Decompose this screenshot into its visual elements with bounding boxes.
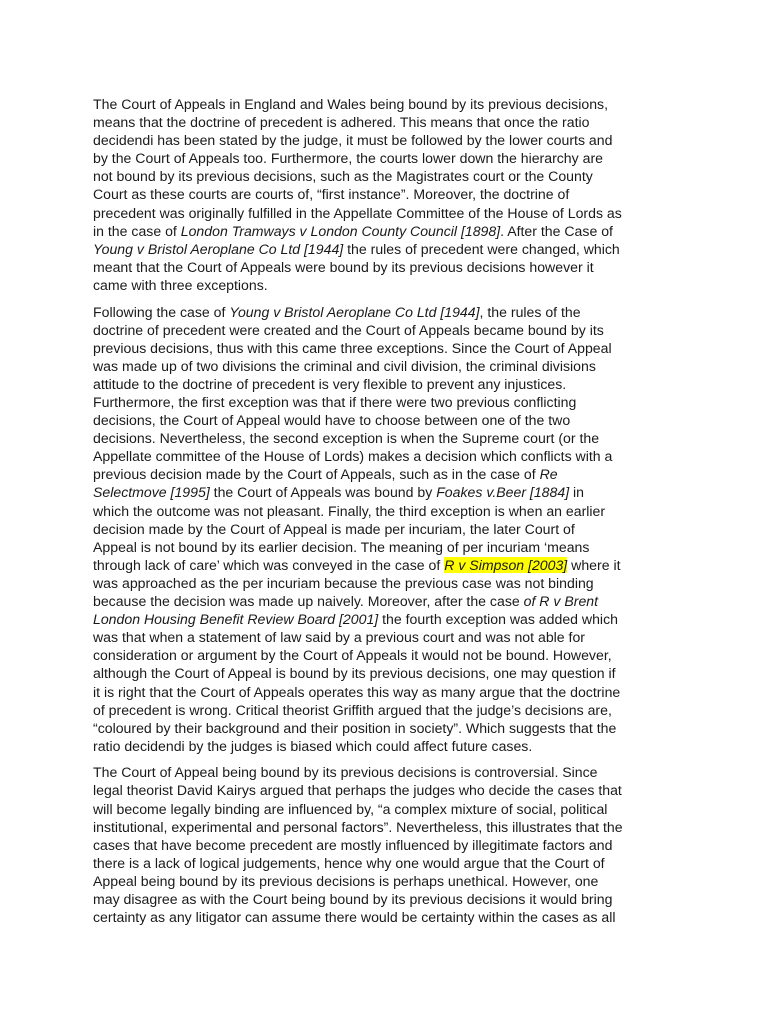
text-line <box>93 520 678 538</box>
paragraph <box>93 95 678 294</box>
text-line <box>93 375 678 393</box>
text-line <box>93 592 678 610</box>
text-line <box>93 556 678 574</box>
text-line <box>93 185 678 203</box>
text-line <box>93 95 678 113</box>
text-run: decision made by the Court of Appeal is made per incuriam, the later Court of <box>93 520 575 537</box>
text-run: the fourth exception was added which <box>378 611 618 628</box>
text-run: may disagree as with the Court being bound by its previous decisions it would bring <box>93 891 613 908</box>
text-run: decisions, the Court of Appeal would have to choose between one of the two <box>93 412 571 429</box>
text-run: was that when a statement of law said by a previous court and was not able for <box>93 629 585 646</box>
text-line <box>93 646 678 664</box>
text-line <box>93 465 678 483</box>
text-run: Court as these courts are courts of, “first instance”. Moreover, the doctrine of <box>93 186 570 203</box>
text-line <box>93 854 678 872</box>
text-run: because the decision was made up naively. Moreover, after the case <box>93 593 524 610</box>
text-line <box>93 447 678 465</box>
text-line <box>93 628 678 646</box>
text-line <box>93 538 678 556</box>
text-run: in the case of <box>93 222 181 239</box>
text-run: was approached as the per incuriam because the previous case was not binding <box>93 574 594 591</box>
case-citation: Young v Bristol Aeroplane Co Ltd [1944] <box>229 303 480 320</box>
case-citation: of R v Brent <box>523 593 599 610</box>
text-run: will become legally binding are influenced by, “a complex mixture of social, political <box>93 800 608 817</box>
text-run: in <box>569 484 584 501</box>
text-line <box>93 836 678 854</box>
text-run: consideration or argument by the Court of Appeals it would not be bound. However, <box>93 647 612 664</box>
text-line <box>93 204 678 222</box>
text-run: which the outcome was not pleasant. Finally, the third exception is when an earlier <box>93 502 606 519</box>
text-line <box>93 781 678 799</box>
text-run: was made up of two divisions the criminal and civil division, the criminal divisions <box>93 357 596 374</box>
case-citation: Selectmove [1995] <box>93 484 210 501</box>
text-run: not bound by its previous decisions, such as the Magistrates court or the County <box>93 168 593 185</box>
text-line <box>93 222 678 240</box>
text-line <box>93 737 678 755</box>
text-run: precedent was originally fulfilled in the Appellate Committee of the House of Lords as <box>93 204 622 221</box>
text-run: means that the doctrine of precedent is adhered. This means that once the ratio <box>93 114 590 131</box>
text-line <box>93 719 678 737</box>
text-line <box>93 800 678 818</box>
text-line <box>93 701 678 719</box>
text-run: previous decision made by the Court of Appeals, such as in the case of <box>93 466 540 483</box>
text-line <box>93 502 678 520</box>
text-line <box>93 321 678 339</box>
text-run: although the Court of Appeal is bound by its previous decisions, one may question if <box>93 665 616 682</box>
paragraph <box>93 303 678 755</box>
text-line <box>93 683 678 701</box>
text-line <box>93 763 678 781</box>
text-line <box>93 339 678 357</box>
text-run: of precedent is wrong. Critical theorist Griffith argued that the judge’s decisions are, <box>93 701 612 718</box>
text-line <box>93 818 678 836</box>
text-run: ratio decidendi by the judges is biased which could affect future cases. <box>93 737 533 754</box>
text-run: legal theorist David Kairys argued that perhaps the judges who decide the cases that <box>93 782 622 799</box>
text-line <box>93 574 678 592</box>
text-line <box>93 258 678 276</box>
text-line <box>93 483 678 501</box>
text-line <box>93 113 678 131</box>
text-run: , the rules of the <box>479 303 581 320</box>
text-run: attitude to the doctrine of precedent is very flexible to prevent any injustices. <box>93 375 567 392</box>
text-run: certainty as any litigator can assume there would be certainty within the cases as all <box>93 909 616 926</box>
text-run: doctrine of precedent were created and the Court of Appeals became bound by its <box>93 321 604 338</box>
text-run: . After the Case of <box>500 222 613 239</box>
text-line <box>93 411 678 429</box>
text-run: the rules of precedent were changed, which <box>343 240 620 257</box>
text-run: institutional, experimental and personal factors”. Nevertheless, this illustrates that the <box>93 818 623 835</box>
text-run: where it <box>567 556 621 573</box>
text-run: there is a lack of logical judgements, hence why one would argue that the Court of <box>93 854 605 871</box>
text-line <box>93 357 678 375</box>
text-line <box>93 393 678 411</box>
text-line <box>93 610 678 628</box>
text-run: previous decisions, thus with this came three exceptions. Since the Court of Appeal <box>93 339 612 356</box>
paragraph <box>93 763 678 926</box>
case-citation: London Tramways v London County Council [1898] <box>180 222 501 239</box>
text-run: “coloured by their background and their position in society”. Which suggests that the <box>93 719 617 736</box>
text-line <box>93 131 678 149</box>
text-line <box>93 908 678 926</box>
text-line <box>93 664 678 682</box>
text-run: Appellate committee of the House of Lords) makes a decision which conflicts with a <box>93 448 613 465</box>
text-run: decisions. Nevertheless, the second exception is when the Supreme court (or the <box>93 430 600 447</box>
text-line <box>93 303 678 321</box>
text-line <box>93 872 678 890</box>
text-run: Appeal being bound by its previous decisions is perhaps unethical. However, one <box>93 872 599 889</box>
text-run: by the Court of Appeals too. Furthermore, the courts lower down the hierarchy are <box>93 150 603 167</box>
text-line <box>93 240 678 258</box>
text-run: Following the case of <box>93 303 230 320</box>
text-run: Furthermore, the first exception was that if there were two previous conflicting <box>93 394 577 410</box>
text-run: meant that the Court of Appeals were bound by its previous decisions however it <box>93 258 594 275</box>
case-citation: Foakes v.Beer [1884] <box>436 484 570 501</box>
case-citation: London Housing Benefit Review Board [2001] <box>93 611 379 628</box>
text-line <box>93 890 678 908</box>
text-run: Appeal is not bound by its earlier decision. The meaning of per incuriam ‘means <box>93 538 590 555</box>
text-run: it is right that the Court of Appeals operates this way as many argue that the doctrine <box>93 683 621 700</box>
text-line <box>93 276 678 294</box>
text-line <box>93 167 678 185</box>
document-body <box>93 95 678 926</box>
text-run: the Court of Appeals was bound by <box>209 484 437 501</box>
case-citation: Young v Bristol Aeroplane Co Ltd [1944] <box>93 240 344 257</box>
text-run: cases that have become precedent are mostly influenced by illegitimate factors and <box>93 836 613 853</box>
text-line <box>93 149 678 167</box>
highlighted-case-citation: R v Simpson [2003] <box>444 556 568 573</box>
text-run: decidendi has been stated by the judge, it must be followed by the lower courts and <box>93 132 613 149</box>
text-run: came with three exceptions. <box>93 276 268 293</box>
text-run: The Court of Appeal being bound by its previous decisions is controversial. Since <box>93 764 598 781</box>
text-run: through lack of care’ which was conveyed in the case of <box>93 556 445 573</box>
text-line <box>93 429 678 447</box>
case-citation: Re <box>539 466 558 483</box>
text-run: The Court of Appeals in England and Wales being bound by its previous decisions, <box>93 96 608 112</box>
